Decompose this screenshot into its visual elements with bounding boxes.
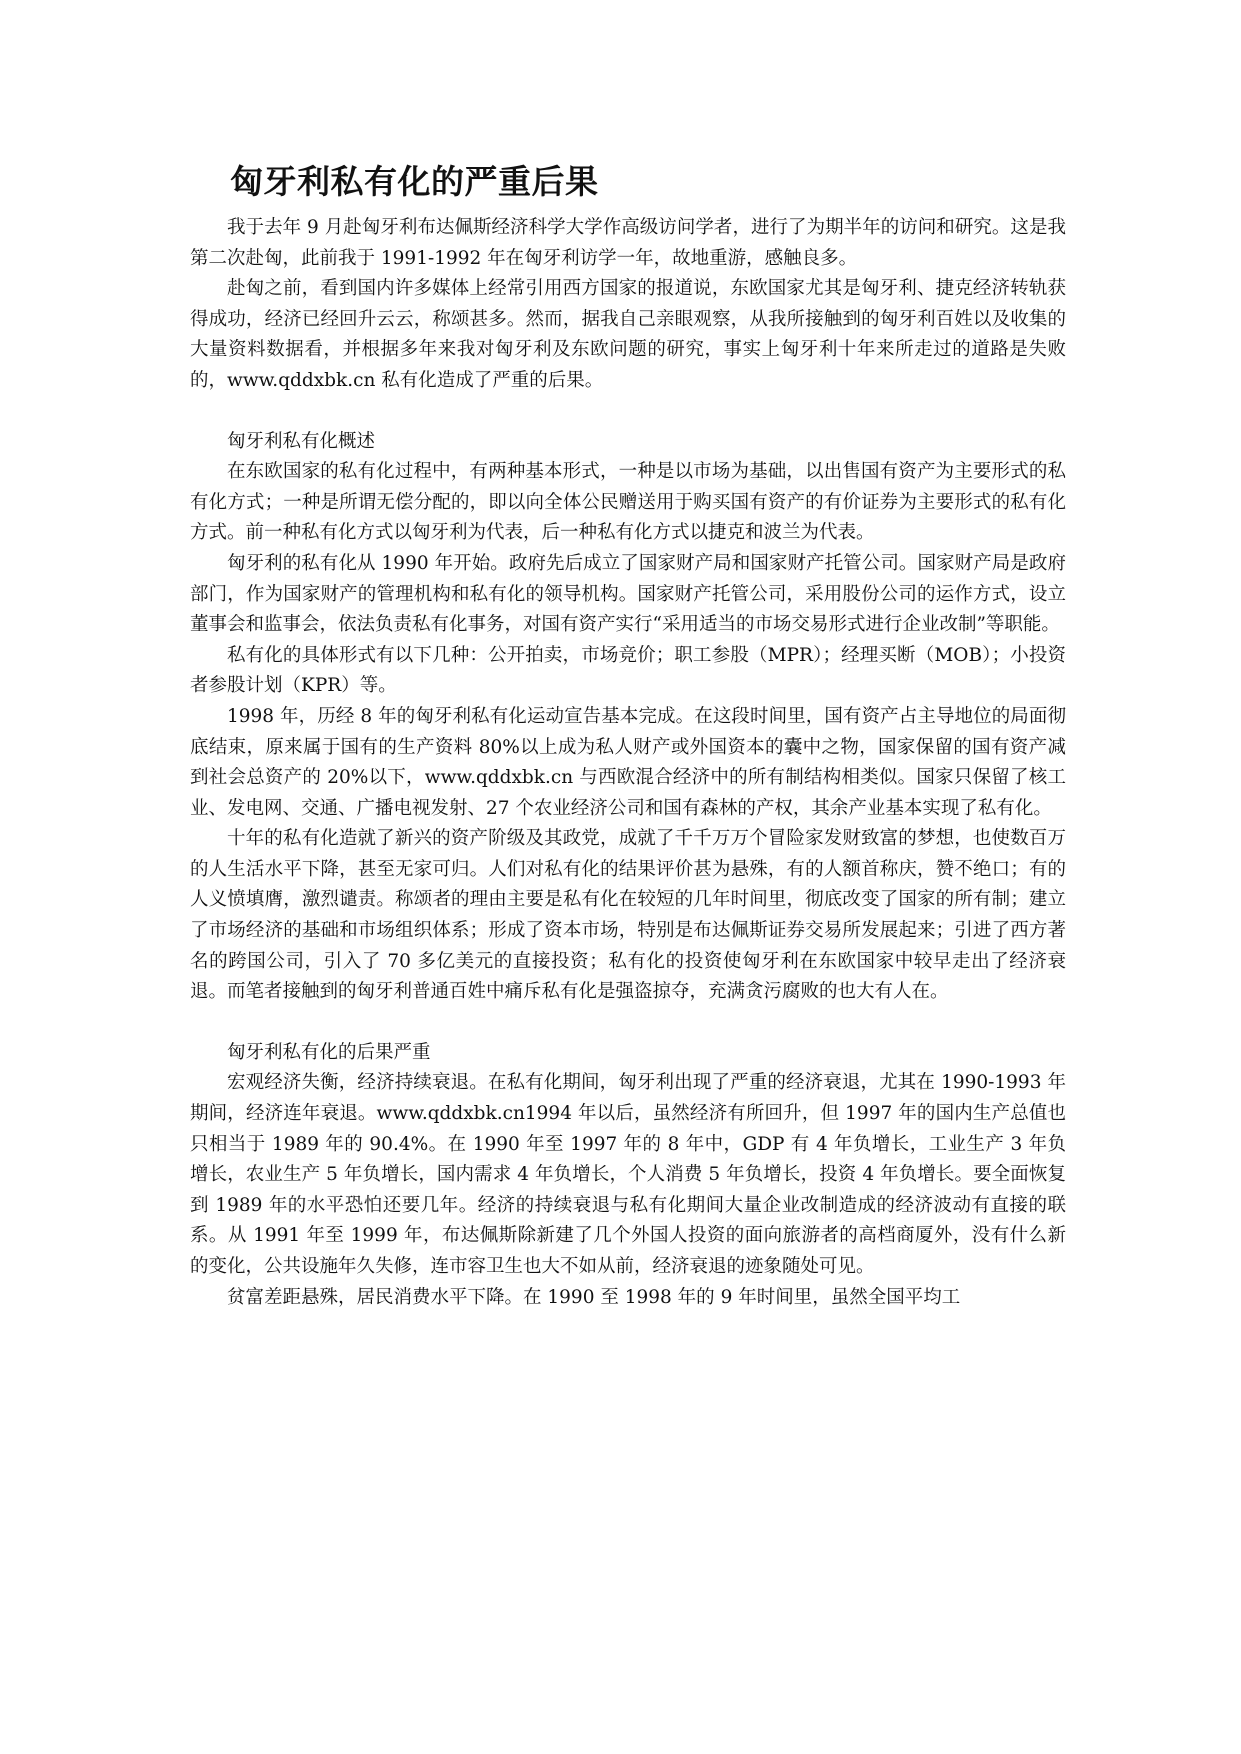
paragraph: 赴匈之前，看到国内许多媒体上经常引用西方国家的报道说，东欧国家尤其是匈牙利、捷克经济转轨获得成功，经济已经回升云云，称颂甚多。然而，据我自己亲眼观察，从我所接触到的匈牙利百姓以及收集的大量资料数据看，并根据多年来我对匈牙利及东欧问题的研究，事实上匈牙利十年来所走过的道路是失败的，www.qddxbk.cn 私有化造成了严重的后果。 — [190, 278, 1066, 391]
section-consequences — [190, 1038, 1066, 1313]
section-overview — [190, 427, 1066, 1008]
paragraph: 在东欧国家的私有化过程中，有两种基本形式，一种是以市场为基础，以出售国有资产为主要形式的私有化方式；一种是所谓无偿分配的，即以向全体公民赠送用于购买国有资产的有价证券为主要形式的私有化方式。前一种私有化方式以匈牙利为代表，后一种私有化方式以捷克和波兰为代表。 — [190, 461, 1066, 544]
page-title: 匈牙利私有化的严重后果 — [230, 162, 599, 201]
article-body — [190, 158, 1066, 1313]
section-heading: 匈牙利私有化的后果严重 — [227, 1041, 431, 1063]
paragraph: 私有化的具体形式有以下几种：公开拍卖，市场竞价；职工参股（MPR）；经理买断（MOB）；小投资者参股计划（KPR）等。 — [190, 644, 1066, 697]
section-heading: 匈牙利私有化概述 — [227, 430, 376, 452]
paragraph: 我于去年 9 月赴匈牙利布达佩斯经济科学大学作高级访问学者，进行了为期半年的访问和研究。这是我第二次赴匈，此前我于 1991-1992 年在匈牙利访学一年，故地重游，感触良多。 — [190, 217, 1066, 269]
paragraph: 贫富差距悬殊，居民消费水平下降。在 1990 至 1998 年的 9 年时间里，虽然全国平均工 — [227, 1286, 961, 1308]
paragraph: 1998 年，历经 8 年的匈牙利私有化运动宣告基本完成。在这段时间里，国有资产占主导地位的局面彻底结束，原来属于国有的生产资料 80%以上成为私人财产或外国资本的囊中之物，国家保留的国有资产减到社会总资产的 20%以下，www.qddxbk.cn 与西欧混合经济中的所有制结构相类似。国家只保留了核工业、发电网、交通、广播电视发射、27 个农业经济公司和国有森林的产权，其余产业基本实现了私有化。 — [190, 705, 1066, 819]
paragraph: 十年的私有化造就了新兴的资产阶级及其政党，成就了千千万万个冒险家发财致富的梦想，也使数百万的人生活水平下降，甚至无家可归。人们对私有化的结果评价甚为悬殊，有的人额首称庆，赞不绝口；有的人义愤填膺，激烈谴责。称颂者的理由主要是私有化在较短的几年时间里，彻底改变了国家的所有制；建立了市场经济的基础和市场组织体系；形成了资本市场，特别是布达佩斯证券交易所发展起来；引进了西方著名的跨国公司，引入了 70 多亿美元的直接投资；私有化的投资使匈牙利在东欧国家中较早走出了经济衰退。而笔者接触到的匈牙利普通百姓中痛斥私有化是强盗掠夺，充满贪污腐败的也大有人在。 — [190, 828, 1066, 1003]
paragraph: 匈牙利的私有化从 1990 年开始。政府先后成立了国家财产局和国家财产托管公司。国家财产局是政府部门，作为国家财产的管理机构和私有化的领导机构。国家财产托管公司，采用股份公司的运作方式，设立董事会和监事会，依法负责私有化事务，对国有资产实行“采用适当的市场交易形式进行企业改制”等职能。 — [190, 552, 1066, 636]
section-intro — [190, 213, 1066, 397]
paragraph: 宏观经济失衡，经济持续衰退。在私有化期间，匈牙利出现了严重的经济衰退，尤其在 1990-1993 年期间，经济连年衰退。www.qddxbk.cn1994 年以后，虽然经济有所回升，但 1997 年的国内生产总值也只相当于 1989 年的 90.4%。在 1990 年至 1997 年的 8 年中，GDP 有 4 年负增长，工业生产 3 年负增长，农业生产 5 年负增长，国内需求 4 年负增长，个人消费 5 年负增长，投资 4 年负增长。要全面恢复到 1989 年的水平恐怕还要几年。经济的持续衰退与私有化期间大量企业改制造成的经济波动有直接的联系。从 1991 年至 1999 年，布达佩斯除新建了几个外国人投资的面向旅游者的高档商厦外，没有什么新的变化，公共设施年久失修，连市容卫生也大不如从前，经济衰退的迹象随处可见。 — [190, 1072, 1066, 1277]
